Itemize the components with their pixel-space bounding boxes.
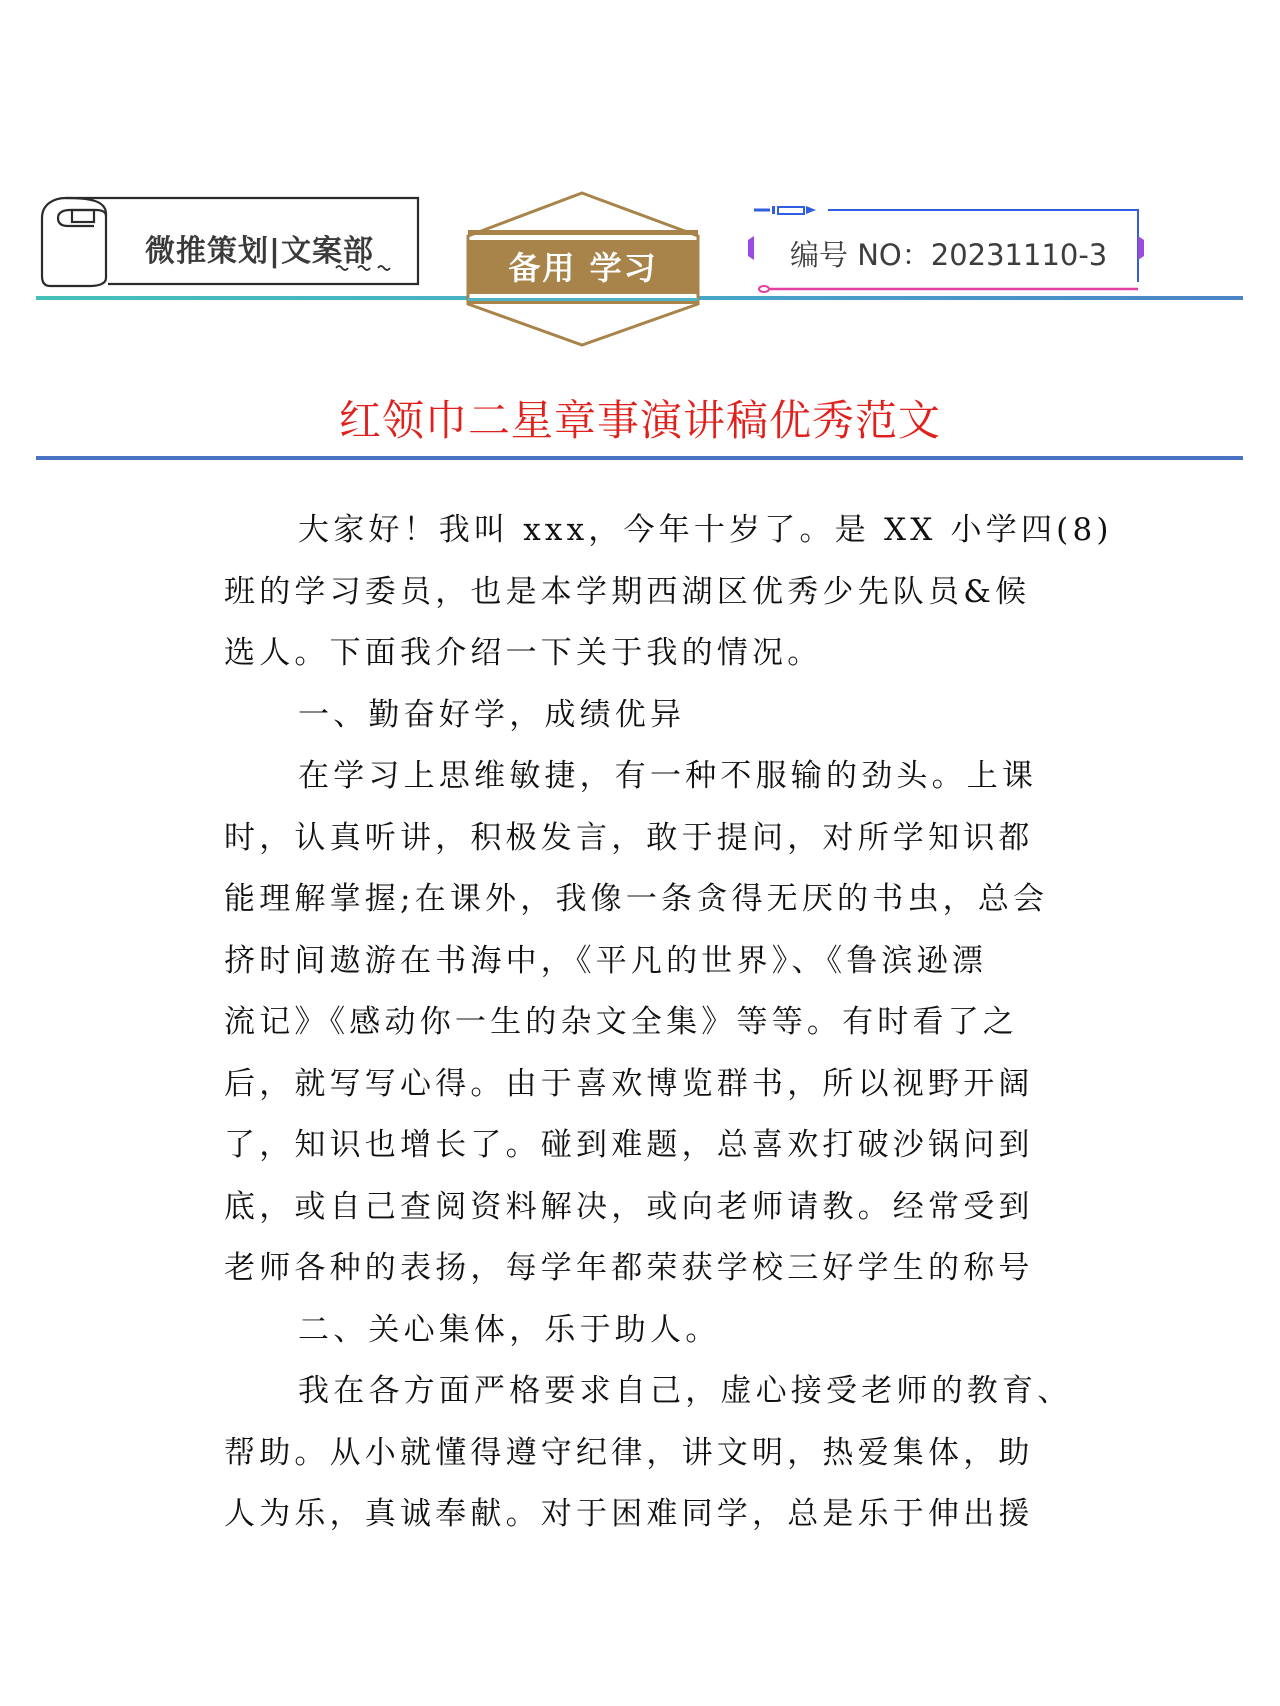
body-line: 人为乐，真诚奉献。对于困难同学，总是乐于伸出援 (224, 1496, 1034, 1532)
body-line: 时，认真听讲，积极发言，敢于提问，对所学知识都 (224, 819, 1034, 856)
title-divider (36, 456, 1243, 460)
body-line: 在学习上思维敏捷，有一种不服输的劲头。上课 (298, 758, 1038, 794)
body-line: 我在各方面严格要求自己，虚心接受老师的教育、 (298, 1373, 1073, 1409)
body-line: 大家好！我叫 xxx，今年十岁了。是 XX 小学四(8) (298, 512, 1113, 548)
body-line: 班的学习委员，也是本学期西湖区优秀少先队员&候 (224, 573, 1031, 610)
body-line: 老师各种的表扬，每学年都荣获学校三好学生的称号 (224, 1250, 1034, 1286)
body-line: 后，就写写心得。由于喜欢博览群书，所以视野开阔 (224, 1065, 1034, 1102)
section-heading: 一、勤奋好学，成绩优异 (298, 696, 686, 733)
body-line: 帮助。从小就懂得遵守纪律，讲文明，热爱集体，助 (224, 1434, 1034, 1471)
body-line: 能理解掌握;在课外，我像一条贪得无厌的书虫，总会 (224, 881, 1049, 917)
department-label: 微推策划|文案部 (145, 234, 374, 269)
document-number: 编号 NO：20231110-3 (790, 238, 1108, 272)
document-title: 红领巾二星章事演讲稿优秀范文 (338, 396, 941, 445)
section-heading: 二、关心集体，乐于助人。 (298, 1311, 721, 1348)
body-line: 底，或自己查阅资料解决，或向老师请教。经常受到 (224, 1188, 1034, 1225)
body-line: 流记》《感动你一生的杂文全集》等等。有时看了之 (224, 1004, 1019, 1040)
badge-label: 备用 学习 (508, 249, 658, 287)
document-body (224, 500, 1113, 1546)
body-line: 挤时间遨游在书海中，《平凡的世界》、《鲁滨逊漂 (224, 942, 988, 979)
body-line: 选人。下面我介绍一下关于我的情况。 (224, 635, 823, 671)
body-line: 了，知识也增长了。碰到难题，总喜欢打破沙锅问到 (224, 1127, 1034, 1163)
